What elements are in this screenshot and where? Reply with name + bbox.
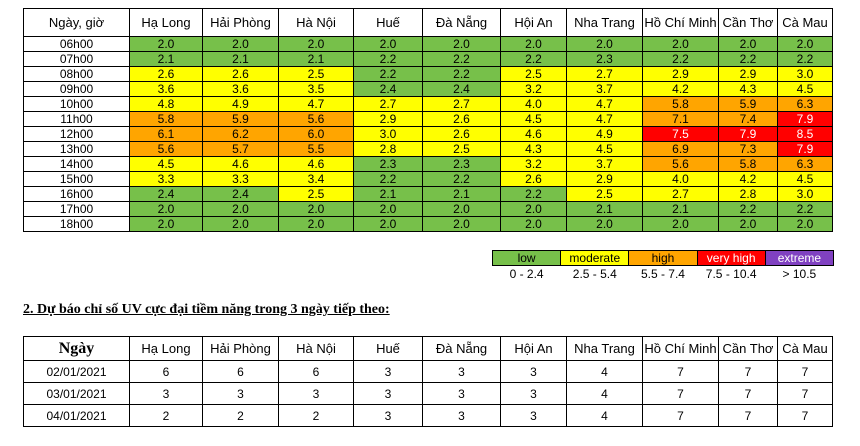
max-row — [24, 361, 833, 383]
city-header: Huế — [354, 337, 423, 361]
time-cell: 18h00 — [24, 217, 130, 232]
uv-row — [24, 172, 833, 187]
uv-value-cell: 2.2 — [354, 52, 423, 67]
uv-row — [24, 112, 833, 127]
max-value-cell: 7 — [719, 383, 778, 405]
max-value-cell: 3 — [354, 383, 423, 405]
max-value-cell: 3 — [203, 383, 279, 405]
city-header: Hạ Long — [130, 337, 203, 361]
uv-value-cell: 5.7 — [203, 142, 279, 157]
time-cell: 12h00 — [24, 127, 130, 142]
city-header: Đà Nẵng — [423, 9, 501, 37]
uv-value-cell: 2.3 — [354, 157, 423, 172]
legend-swatch-row — [493, 251, 834, 266]
uv-value-cell: 2.3 — [567, 52, 643, 67]
uv-value-cell: 3.2 — [501, 82, 567, 97]
uv-value-cell: 2.0 — [423, 202, 501, 217]
uv-value-cell: 2.7 — [354, 97, 423, 112]
uv-value-cell: 4.2 — [643, 82, 719, 97]
uv-hourly-table — [23, 8, 833, 232]
uv-value-cell: 2.2 — [719, 52, 778, 67]
uv-value-cell: 3.0 — [778, 187, 833, 202]
uv-value-cell: 2.0 — [501, 217, 567, 232]
uv-value-cell: 7.4 — [719, 112, 778, 127]
city-header: Hải Phòng — [203, 9, 279, 37]
uv-value-cell: 2.6 — [423, 127, 501, 142]
uv-value-cell: 2.1 — [279, 52, 354, 67]
uv-value-cell: 4.5 — [567, 142, 643, 157]
uv-value-cell: 4.0 — [643, 172, 719, 187]
max-value-cell: 3 — [423, 361, 501, 383]
uv-value-cell: 2.1 — [203, 52, 279, 67]
uv-value-cell: 2.6 — [501, 172, 567, 187]
legend-swatch-veryhigh: very high — [697, 251, 765, 266]
uv-value-cell: 7.3 — [719, 142, 778, 157]
uv-value-cell: 4.5 — [778, 82, 833, 97]
uv-value-cell: 2.0 — [423, 217, 501, 232]
date-cell: 04/01/2021 — [24, 405, 130, 427]
uv-value-cell: 2.7 — [567, 67, 643, 82]
time-cell: 07h00 — [24, 52, 130, 67]
max-value-cell: 3 — [130, 383, 203, 405]
max-value-cell: 4 — [567, 383, 643, 405]
uv-value-cell: 2.1 — [354, 187, 423, 202]
uv-value-cell: 4.7 — [567, 112, 643, 127]
city-header: Nha Trang — [567, 9, 643, 37]
max-value-cell: 3 — [279, 383, 354, 405]
uv-value-cell: 2.9 — [719, 67, 778, 82]
max-value-cell: 7 — [643, 361, 719, 383]
time-cell: 08h00 — [24, 67, 130, 82]
uv-value-cell: 2.0 — [203, 37, 279, 52]
max-value-cell: 6 — [203, 361, 279, 383]
uv-value-cell: 4.7 — [567, 97, 643, 112]
uv-value-cell: 2.2 — [778, 202, 833, 217]
uv-value-cell: 2.6 — [130, 67, 203, 82]
max-value-cell: 7 — [778, 383, 833, 405]
uv-value-cell: 5.8 — [643, 97, 719, 112]
section-heading: 2. Dự báo chỉ số UV cực đại tiềm năng trong 3 ngày tiếp theo: — [23, 302, 390, 317]
uv-value-cell: 4.5 — [130, 157, 203, 172]
uv-value-cell: 3.6 — [203, 82, 279, 97]
uv-value-cell: 3.3 — [203, 172, 279, 187]
uv-value-cell: 2.1 — [130, 52, 203, 67]
city-header: Cần Thơ — [719, 337, 778, 361]
uv-value-cell: 2.1 — [643, 202, 719, 217]
uv-value-cell: 7.9 — [778, 112, 833, 127]
max-value-cell: 4 — [567, 405, 643, 427]
uv-value-cell: 5.8 — [719, 157, 778, 172]
uv-value-cell: 2.5 — [567, 187, 643, 202]
uv-max-forecast-table — [23, 336, 833, 427]
time-cell: 09h00 — [24, 82, 130, 97]
uv-value-cell: 2.6 — [203, 67, 279, 82]
max-value-cell: 7 — [778, 405, 833, 427]
legend-swatch-high: high — [629, 251, 697, 266]
uv-value-cell: 4.3 — [719, 82, 778, 97]
uv-value-cell: 2.0 — [130, 202, 203, 217]
uv-value-cell: 2.5 — [501, 67, 567, 82]
uv-value-cell: 4.6 — [203, 157, 279, 172]
time-cell: 17h00 — [24, 202, 130, 217]
max-value-cell: 4 — [567, 361, 643, 383]
max-value-cell: 2 — [130, 405, 203, 427]
uv-table-corner-label: Ngày, giờ — [24, 9, 130, 37]
uv-table-header-row — [24, 9, 833, 37]
max-value-cell: 6 — [279, 361, 354, 383]
max-table-header-row — [24, 337, 833, 361]
uv-value-cell: 6.3 — [778, 97, 833, 112]
uv-value-cell: 2.0 — [423, 37, 501, 52]
time-cell: 14h00 — [24, 157, 130, 172]
uv-value-cell: 2.1 — [567, 202, 643, 217]
uv-value-cell: 2.4 — [354, 82, 423, 97]
uv-value-cell: 6.2 — [203, 127, 279, 142]
legend-range-high: 5.5 - 7.4 — [640, 266, 685, 281]
uv-value-cell: 2.1 — [423, 187, 501, 202]
uv-value-cell: 2.0 — [130, 37, 203, 52]
uv-value-cell: 4.0 — [501, 97, 567, 112]
uv-value-cell: 2.0 — [778, 217, 833, 232]
uv-value-cell: 3.0 — [778, 67, 833, 82]
uv-value-cell: 5.6 — [279, 112, 354, 127]
legend-swatch-extreme: extreme — [765, 251, 833, 266]
uv-value-cell: 3.7 — [567, 157, 643, 172]
uv-value-cell: 6.0 — [279, 127, 354, 142]
uv-value-cell: 7.1 — [643, 112, 719, 127]
city-header: Hải Phòng — [203, 337, 279, 361]
uv-level-legend — [492, 250, 834, 281]
uv-value-cell: 2.2 — [423, 67, 501, 82]
city-header: Hội An — [501, 9, 567, 37]
city-header: Hội An — [501, 337, 567, 361]
max-value-cell: 7 — [643, 405, 719, 427]
uv-value-cell: 2.5 — [423, 142, 501, 157]
max-value-cell: 7 — [719, 361, 778, 383]
city-header: Hà Nội — [279, 9, 354, 37]
uv-value-cell: 2.0 — [643, 217, 719, 232]
uv-value-cell: 2.7 — [643, 187, 719, 202]
uv-value-cell: 4.2 — [719, 172, 778, 187]
uv-value-cell: 2.4 — [130, 187, 203, 202]
uv-value-cell: 2.4 — [203, 187, 279, 202]
date-cell: 03/01/2021 — [24, 383, 130, 405]
time-cell: 06h00 — [24, 37, 130, 52]
city-header: Hồ Chí Minh — [643, 337, 719, 361]
time-cell: 11h00 — [24, 112, 130, 127]
uv-value-cell: 4.3 — [501, 142, 567, 157]
uv-value-cell: 2.2 — [354, 67, 423, 82]
time-cell: 10h00 — [24, 97, 130, 112]
uv-value-cell: 5.6 — [643, 157, 719, 172]
uv-value-cell: 2.3 — [423, 157, 501, 172]
uv-value-cell: 2.0 — [778, 37, 833, 52]
uv-row — [24, 202, 833, 217]
uv-value-cell: 2.5 — [279, 67, 354, 82]
max-row — [24, 383, 833, 405]
max-value-cell: 2 — [279, 405, 354, 427]
uv-value-cell: 4.5 — [501, 112, 567, 127]
uv-value-cell: 2.9 — [643, 67, 719, 82]
uv-row — [24, 52, 833, 67]
uv-value-cell: 7.5 — [643, 127, 719, 142]
uv-value-cell: 2.0 — [354, 37, 423, 52]
max-value-cell: 3 — [354, 405, 423, 427]
max-value-cell: 7 — [719, 405, 778, 427]
uv-value-cell: 4.7 — [279, 97, 354, 112]
uv-row — [24, 157, 833, 172]
uv-value-cell: 2.8 — [354, 142, 423, 157]
uv-value-cell: 2.0 — [354, 217, 423, 232]
uv-value-cell: 4.5 — [778, 172, 833, 187]
legend-range-row — [493, 266, 834, 282]
uv-value-cell: 3.3 — [130, 172, 203, 187]
uv-row — [24, 217, 833, 232]
uv-row — [24, 187, 833, 202]
uv-row — [24, 67, 833, 82]
max-row — [24, 405, 833, 427]
uv-value-cell: 2.0 — [719, 217, 778, 232]
uv-value-cell: 2.0 — [279, 37, 354, 52]
max-value-cell: 7 — [643, 383, 719, 405]
max-value-cell: 7 — [778, 361, 833, 383]
uv-value-cell: 2.6 — [423, 112, 501, 127]
uv-value-cell: 2.0 — [354, 202, 423, 217]
max-value-cell: 2 — [203, 405, 279, 427]
uv-value-cell: 2.0 — [567, 217, 643, 232]
uv-value-cell: 2.0 — [203, 202, 279, 217]
uv-value-cell: 2.0 — [501, 37, 567, 52]
city-header: Hồ Chí Minh — [643, 9, 719, 37]
uv-value-cell: 5.9 — [719, 97, 778, 112]
uv-value-cell: 2.2 — [423, 172, 501, 187]
uv-row — [24, 37, 833, 52]
uv-value-cell: 3.6 — [130, 82, 203, 97]
uv-value-cell: 2.0 — [719, 37, 778, 52]
uv-value-cell: 2.2 — [643, 52, 719, 67]
uv-value-cell: 2.2 — [778, 52, 833, 67]
city-header: Hạ Long — [130, 9, 203, 37]
uv-value-cell: 4.6 — [501, 127, 567, 142]
uv-value-cell: 5.6 — [130, 142, 203, 157]
uv-value-cell: 5.8 — [130, 112, 203, 127]
legend-swatch-low: low — [493, 251, 561, 266]
legend-range-veryhigh: 7.5 - 10.4 — [705, 266, 757, 281]
uv-value-cell: 2.2 — [354, 172, 423, 187]
uv-value-cell: 4.8 — [130, 97, 203, 112]
uv-row — [24, 82, 833, 97]
max-value-cell: 6 — [130, 361, 203, 383]
uv-value-cell: 2.8 — [719, 187, 778, 202]
date-cell: 02/01/2021 — [24, 361, 130, 383]
city-header: Hà Nội — [279, 337, 354, 361]
city-header: Nha Trang — [567, 337, 643, 361]
uv-value-cell: 2.9 — [567, 172, 643, 187]
uv-row — [24, 142, 833, 157]
uv-value-cell: 2.7 — [423, 97, 501, 112]
uv-value-cell: 2.9 — [354, 112, 423, 127]
uv-value-cell: 2.0 — [279, 202, 354, 217]
uv-value-cell: 2.2 — [501, 52, 567, 67]
uv-value-cell: 6.1 — [130, 127, 203, 142]
legend-range-moderate: 2.5 - 5.4 — [572, 266, 617, 281]
legend-range-low: 0 - 2.4 — [509, 266, 544, 281]
uv-value-cell: 2.0 — [203, 217, 279, 232]
city-header: Đà Nẵng — [423, 337, 501, 361]
uv-value-cell: 7.9 — [778, 142, 833, 157]
max-value-cell: 3 — [423, 383, 501, 405]
city-header: Cần Thơ — [719, 9, 778, 37]
uv-value-cell: 2.0 — [130, 217, 203, 232]
uv-value-cell: 3.4 — [279, 172, 354, 187]
uv-value-cell: 2.2 — [719, 202, 778, 217]
uv-value-cell: 2.4 — [423, 82, 501, 97]
uv-value-cell: 5.9 — [203, 112, 279, 127]
uv-value-cell: 4.9 — [203, 97, 279, 112]
uv-value-cell: 2.2 — [423, 52, 501, 67]
uv-value-cell: 4.9 — [567, 127, 643, 142]
time-cell: 16h00 — [24, 187, 130, 202]
city-header: Cà Mau — [778, 9, 833, 37]
uv-value-cell: 3.2 — [501, 157, 567, 172]
uv-value-cell: 8.5 — [778, 127, 833, 142]
uv-row — [24, 97, 833, 112]
uv-value-cell: 3.0 — [354, 127, 423, 142]
max-table-corner-label: Ngày — [24, 337, 130, 361]
uv-value-cell: 2.0 — [279, 217, 354, 232]
uv-value-cell: 2.0 — [643, 37, 719, 52]
uv-row — [24, 127, 833, 142]
uv-value-cell: 2.2 — [501, 187, 567, 202]
time-cell: 13h00 — [24, 142, 130, 157]
uv-value-cell: 3.5 — [279, 82, 354, 97]
max-value-cell: 3 — [501, 405, 567, 427]
max-value-cell: 3 — [354, 361, 423, 383]
uv-value-cell: 4.6 — [279, 157, 354, 172]
max-value-cell: 3 — [501, 383, 567, 405]
max-value-cell: 3 — [501, 361, 567, 383]
max-value-cell: 3 — [423, 405, 501, 427]
uv-value-cell: 6.3 — [778, 157, 833, 172]
time-cell: 15h00 — [24, 172, 130, 187]
uv-value-cell: 6.9 — [643, 142, 719, 157]
legend-swatch-moderate: moderate — [561, 251, 629, 266]
uv-value-cell: 2.5 — [279, 187, 354, 202]
uv-value-cell: 2.0 — [501, 202, 567, 217]
uv-value-cell: 3.7 — [567, 82, 643, 97]
city-header: Huế — [354, 9, 423, 37]
city-header: Cà Mau — [778, 337, 833, 361]
uv-value-cell: 2.0 — [567, 37, 643, 52]
uv-value-cell: 5.5 — [279, 142, 354, 157]
legend-range-extreme: > 10.5 — [782, 266, 817, 281]
uv-value-cell: 7.9 — [719, 127, 778, 142]
